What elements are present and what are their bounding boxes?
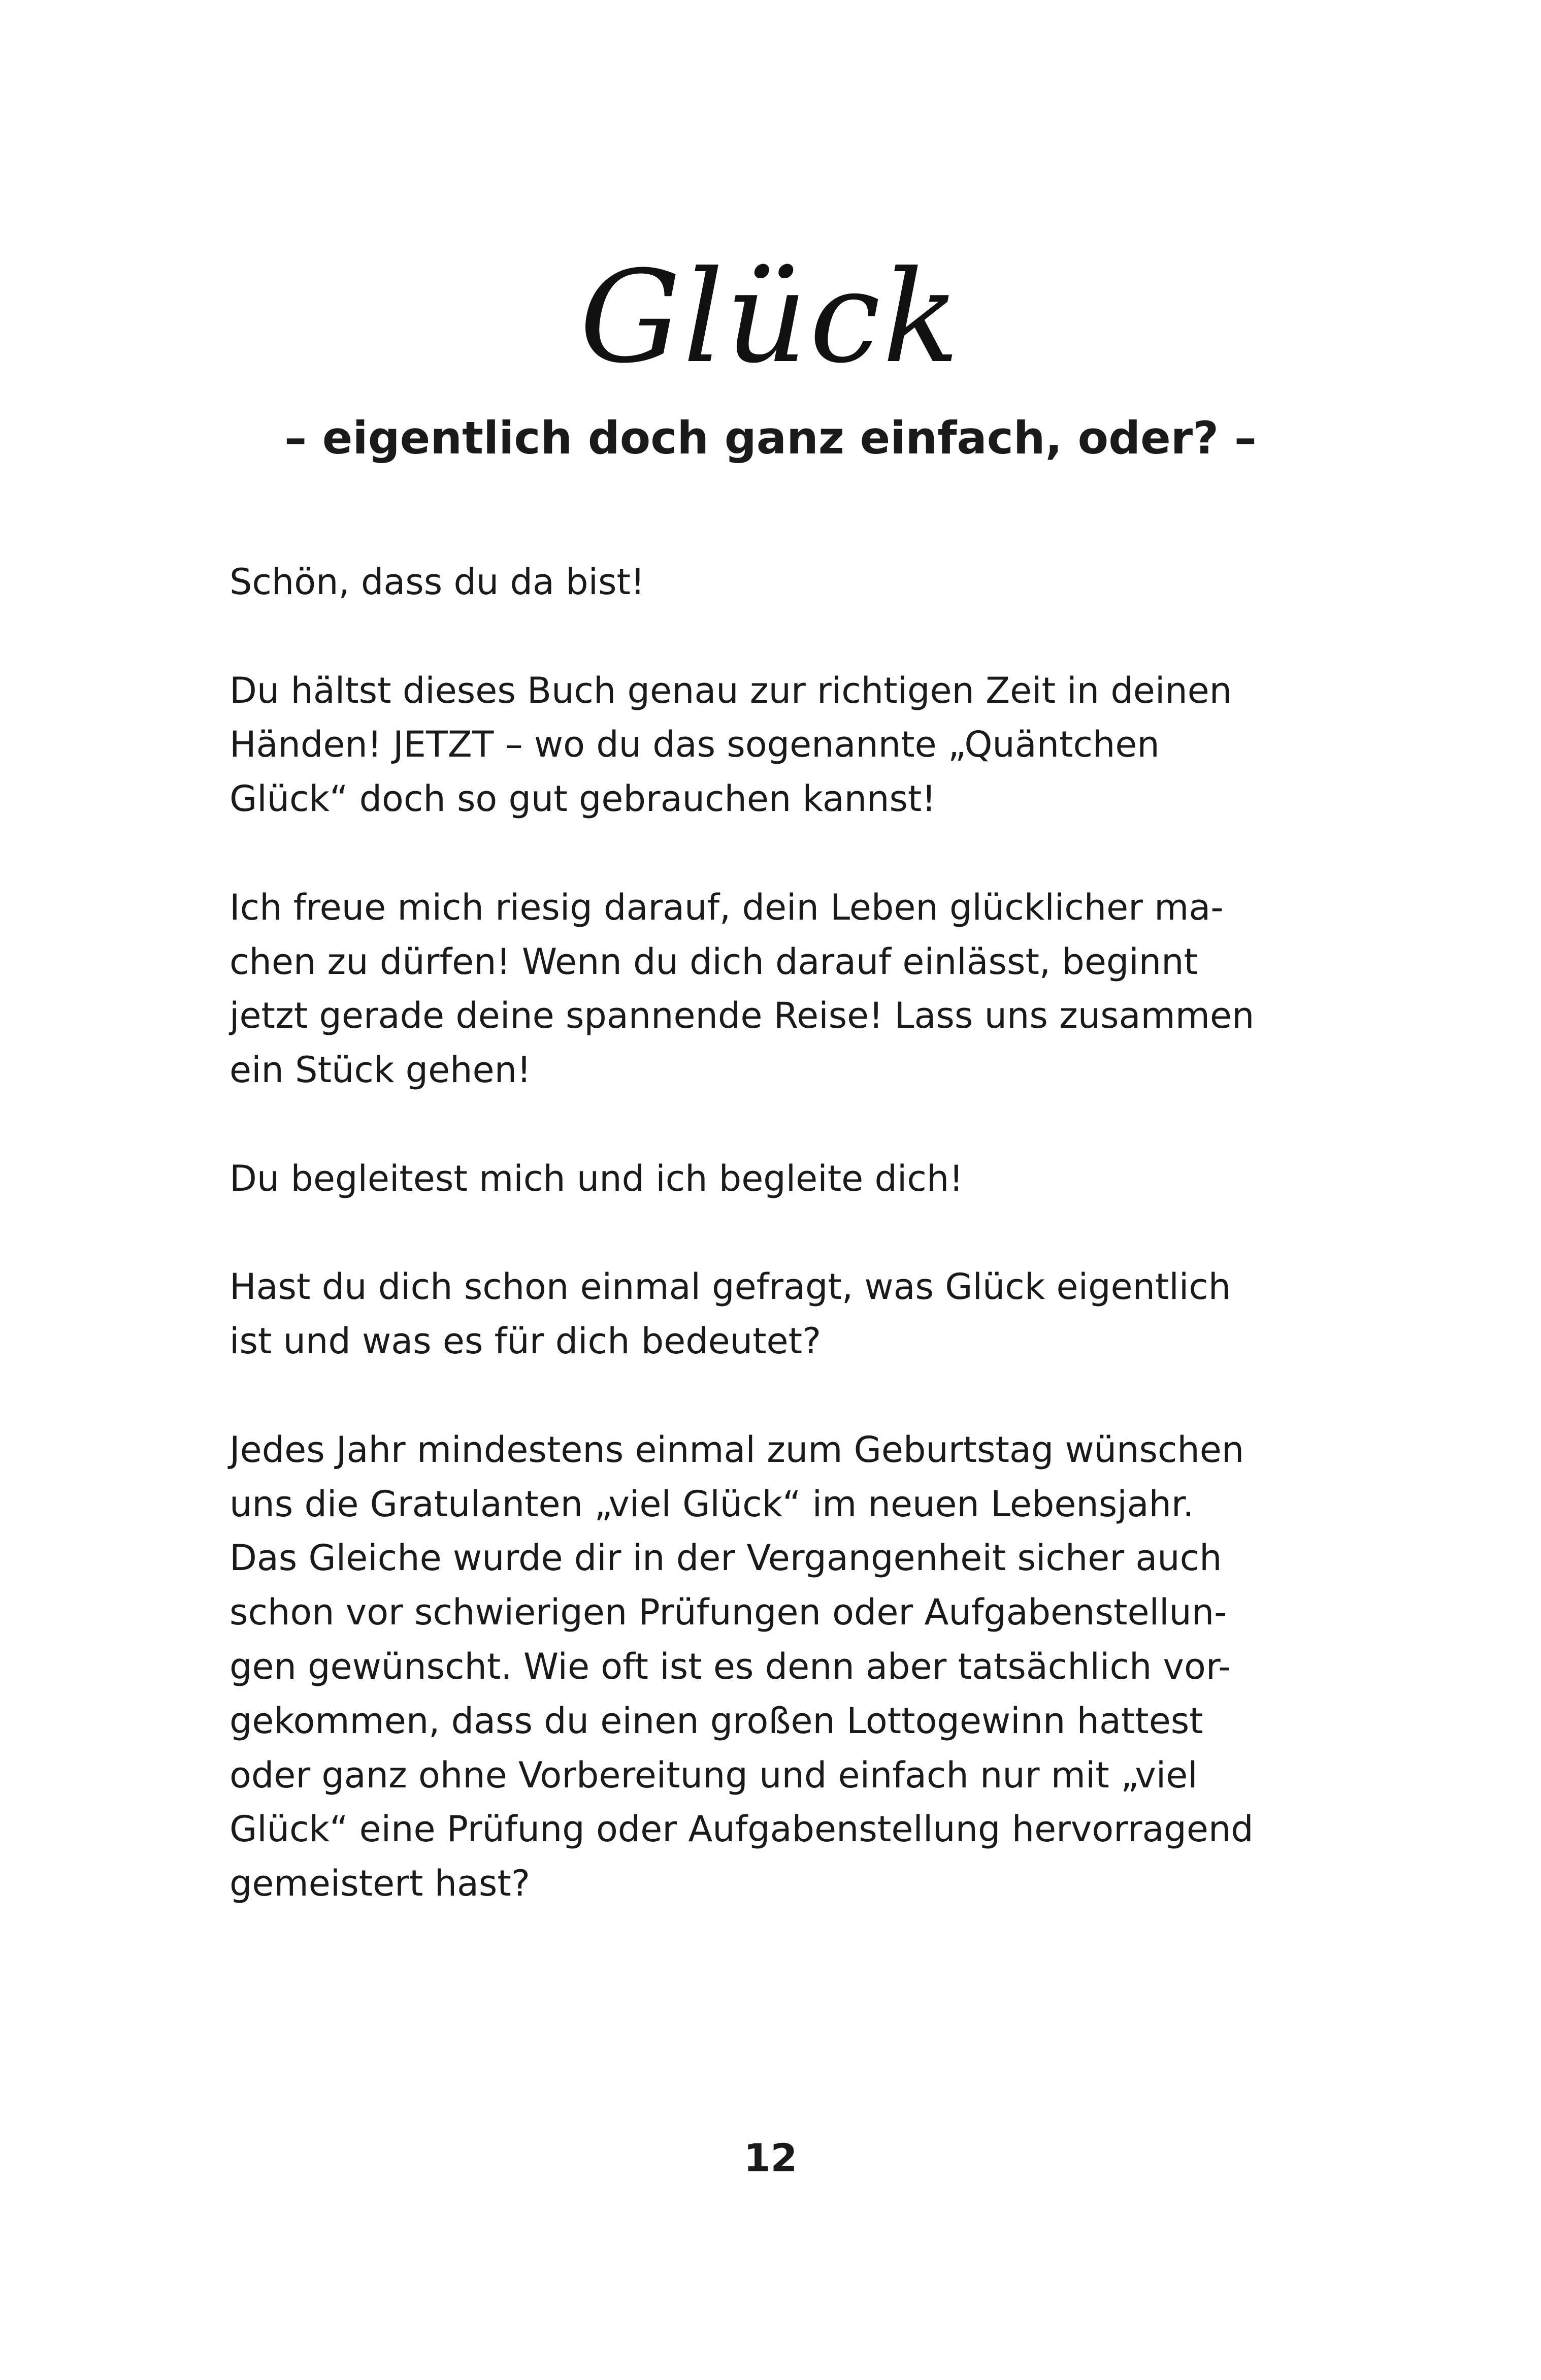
text-line: oder ganz ohne Vorbereitung und einfach nur mit „viel bbox=[229, 1754, 1198, 1796]
text-line: Du hältst dieses Buch genau zur richtigen Zeit in deinen bbox=[229, 669, 1232, 711]
text-line: Ich freue mich riesig darauf, dein Leben glücklicher ma- bbox=[229, 886, 1224, 928]
text-line: ein Stück gehen! bbox=[229, 1049, 532, 1091]
text-line: chen zu dürfen! Wenn du dich darauf einlässt, beginnt bbox=[229, 940, 1198, 983]
page-subtitle: – eigentlich doch ganz einfach, oder? – bbox=[284, 412, 1257, 464]
text-line: Das Gleiche wurde dir in der Vergangenheit sicher auch bbox=[229, 1537, 1222, 1579]
text-line: Du begleitest mich und ich begleite dich! bbox=[229, 1157, 964, 1199]
text-line: Schön, dass du da bist! bbox=[229, 561, 645, 603]
paragraph-journey bbox=[229, 881, 1296, 1097]
text-line: gen gewünscht. Wie oft ist es denn aber tatsächlich vor- bbox=[229, 1645, 1231, 1687]
text-line: gemeistert hast? bbox=[229, 1863, 530, 1905]
text-line: gekommen, dass du einen großen Lottogewinn hattest bbox=[229, 1700, 1203, 1742]
paragraph-greeting bbox=[229, 555, 1296, 609]
text-line: Jedes Jahr mindestens einmal zum Geburtstag wünschen bbox=[229, 1428, 1244, 1471]
paragraph-accompany bbox=[229, 1152, 1296, 1206]
text-line: Händen! JETZT – wo du das sogenannte „Quäntchen bbox=[229, 724, 1160, 766]
text-line: uns die Gratulanten „viel Glück“ im neuen Lebensjahr. bbox=[229, 1483, 1194, 1525]
text-line: Glück“ eine Prüfung oder Aufgabenstellung hervorragend bbox=[229, 1808, 1254, 1850]
paragraph-right-time bbox=[229, 664, 1296, 826]
text-line: Glück“ doch so gut gebrauchen kannst! bbox=[229, 778, 936, 820]
paragraph-birthday bbox=[229, 1423, 1296, 1911]
text-line: schon vor schwierigen Prüfungen oder Aufgabenstellun- bbox=[229, 1591, 1227, 1634]
paragraph-question bbox=[229, 1260, 1296, 1368]
page-number: 12 bbox=[743, 2135, 798, 2180]
text-line: ist und was es für dich bedeutet? bbox=[229, 1320, 822, 1362]
text-line: Hast du dich schon einmal gefragt, was Glück eigentlich bbox=[229, 1266, 1231, 1308]
text-line: jetzt gerade deine spannende Reise! Lass uns zusammen bbox=[229, 995, 1255, 1037]
page-title: Glück bbox=[579, 243, 962, 391]
body-text bbox=[229, 555, 1296, 1965]
